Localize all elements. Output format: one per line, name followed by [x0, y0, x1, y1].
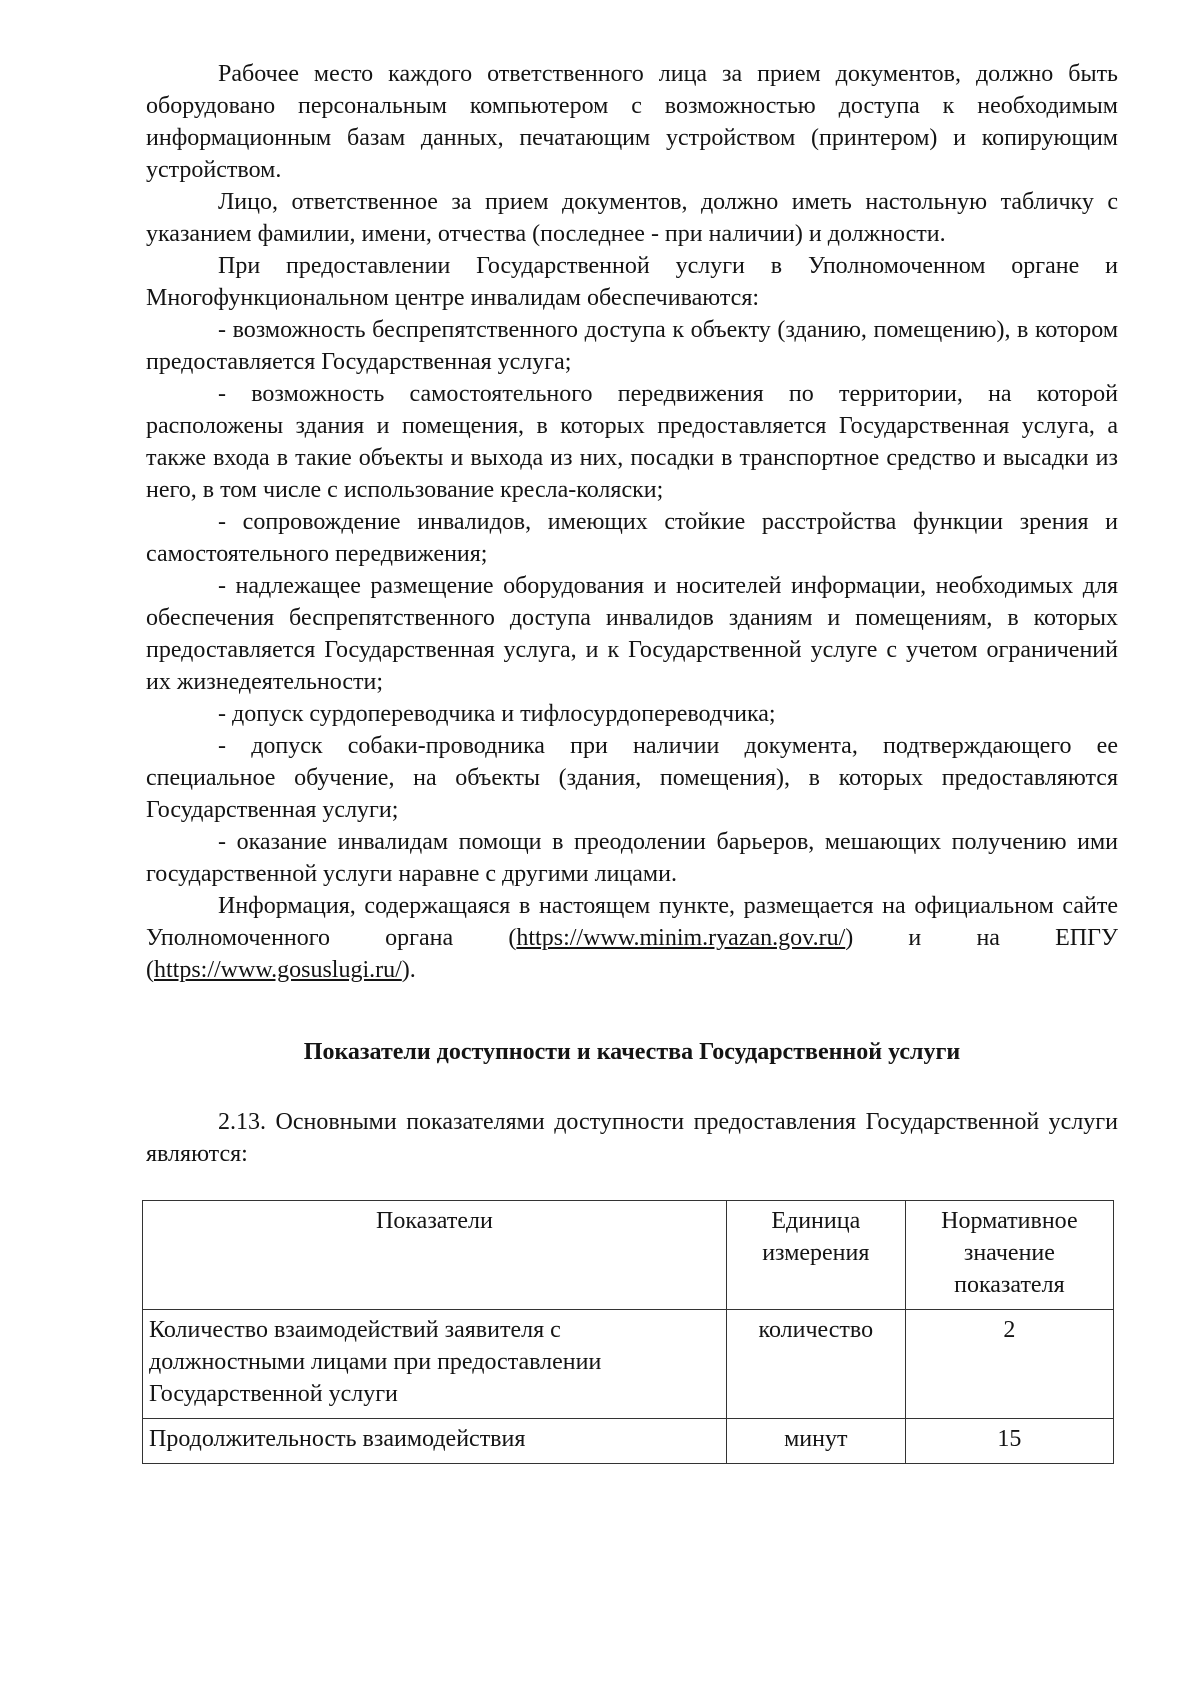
- cell-unit: минут: [726, 1419, 905, 1464]
- paragraph-nameplate: Лицо, ответственное за прием документов, должно иметь настольную табличку с указанием фамилии, имени, отчества (последнее - при наличии) и должности.: [146, 189, 1118, 247]
- paragraph-disabled-provisions: При предоставлении Государственной услуги в Уполномоченном органе и Многофункциональном центре инвалидам обеспечиваются:: [146, 253, 1118, 311]
- bullet-interpreter: - допуск сурдопереводчика и тифлосурдопереводчика;: [218, 701, 776, 727]
- table-header-row: [143, 1201, 1114, 1310]
- info-close-paren: ).: [401, 957, 416, 983]
- table-row: [143, 1419, 1114, 1464]
- paragraph-workplace: Рабочее место каждого ответственного лица за прием документов, должно быть оборудовано персональным компьютером с возможностью доступа к необходимым информационным базам данных, печатающим устройством (принтером) и копирующим устройством.: [146, 61, 1118, 183]
- bullet-escort: - сопровождение инвалидов, имеющих стойкие расстройства функции зрения и самостоятельного передвижения;: [146, 509, 1118, 567]
- indicators-table: [142, 1200, 1114, 1464]
- bullet-movement: - возможность самостоятельного передвижения по территории, на которой расположены здания и помещения, в которых предоставляется Государственная услуга, а также входа в такие объекты и выхода из них, посадки в транспортное средство и высадки из него, в том числе с использование кресла-коляски;: [146, 381, 1118, 503]
- cell-norm-value: 2: [905, 1310, 1113, 1419]
- bullet-access: - возможность беспрепятственного доступа к объекту (зданию, помещению), в котором предоставляется Государственная услуга;: [146, 317, 1118, 375]
- cell-indicator-name: Продолжительность взаимодействия: [143, 1419, 727, 1464]
- table-row: [143, 1310, 1114, 1419]
- link-minim-ryazan[interactable]: https://www.minim.ryazan.gov.ru/: [516, 925, 846, 951]
- header-unit: Единица измерения: [726, 1201, 905, 1310]
- info-open-paren: (: [508, 925, 517, 951]
- paragraph-info-placement: [146, 890, 1118, 986]
- info-middle: ) и на ЕПГУ (: [146, 925, 1118, 983]
- info-text: Информация, содержащаяся в настоящем пункте, размещается на официальном сайте Уполномоченного органа: [146, 893, 1118, 951]
- cell-norm-value: 15: [905, 1419, 1113, 1464]
- bullet-guide-dog: - допуск собаки-проводника при наличии документа, подтверждающего ее специальное обучение, на объекты (здания, помещения), в которых предоставляются Государственная услуги;: [146, 733, 1118, 823]
- header-indicators: Показатели: [143, 1201, 727, 1310]
- cell-unit: количество: [726, 1310, 905, 1419]
- cell-indicator-name: Количество взаимодействий заявителя с должностными лицами при предоставлении Государственной услуги: [143, 1310, 727, 1419]
- header-norm-value: Нормативное значение показателя: [905, 1201, 1113, 1310]
- section-heading: Показатели доступности и качества Государственной услуги: [303, 1039, 961, 1065]
- bullet-assistance: - оказание инвалидам помощи в преодолении барьеров, мешающих получению ими государственной услуги наравне с другими лицами.: [146, 829, 1118, 887]
- bullet-equipment: - надлежащее размещение оборудования и носителей информации, необходимых для обеспечения беспрепятственного доступа инвалидов зданиям и помещениям, в которых предоставляется Государственная услуга, и к Государственной услуге с учетом ограничений их жизнедеятельности;: [146, 573, 1118, 695]
- section-intro: 2.13. Основными показателями доступности предоставления Государственной услуги являются:: [146, 1109, 1118, 1167]
- link-gosuslugi[interactable]: https://www.gosuslugi.ru/: [154, 957, 402, 983]
